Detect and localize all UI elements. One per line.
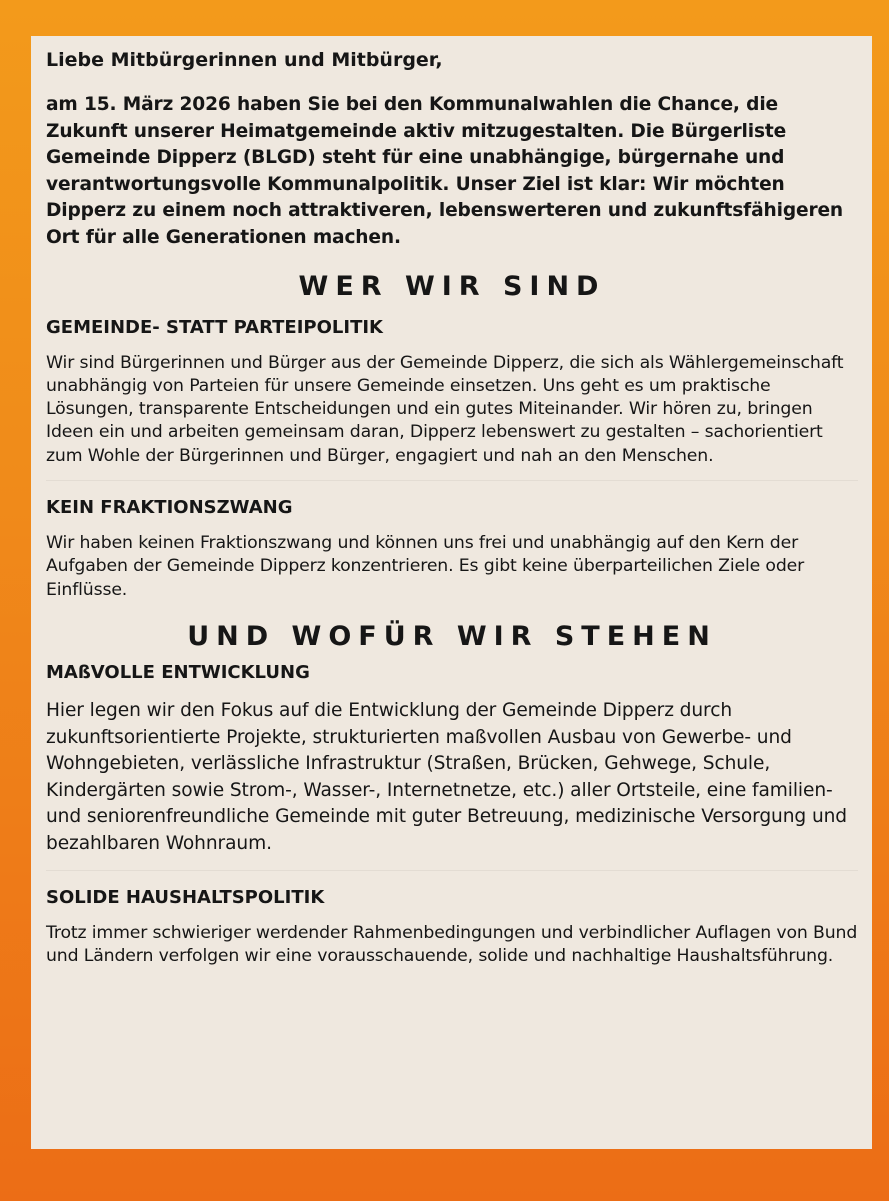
section-title-what-we-stand-for: UND WOFÜR WIR STEHEN xyxy=(187,620,717,652)
text-solid-budget-policy: Trotz immer schwieriger werdender Rahmenbedingungen und verbindlicher Auflagen von Bund und Ländern verfolgen wir eine vorausschauende, solide und nachhaltige Haushaltsführung. xyxy=(46,922,858,966)
heading-solid-budget-policy: SOLIDE HAUSHALTSPOLITIK xyxy=(46,886,325,908)
heading-community-politics: GEMEINDE- STATT PARTEIPOLITIK xyxy=(46,316,384,338)
heading-no-party-whip: KEIN FRAKTIONSZWANG xyxy=(46,497,293,519)
text-moderate-development: Hier legen wir den Fokus auf die Entwicklung der Gemeinde Dipperz durch zukunftsorientierte Projekte, strukturierten maßvollen Ausbau von Gewerbe- und Wohngebieten, verlässliche Infrastruktur (Straßen, Brücken, Gehwege, Schule, Kindergärten sowie Strom-, Wasser-, Internetnetze, etc.) aller Ortsteile, eine familien- und seniorenfreundliche Gemeinde mit guter Betreuung, medizinische Versorgung und bezahlbaren Wohnraum. xyxy=(46,699,848,854)
intro-paragraph: am 15. März 2026 haben Sie bei den Kommunalwahlen die Chance, die Zukunft unserer Heimatgemeinde aktiv mitzugestalten. Die Bürgerliste Gemeinde Dipperz (BLGD) steht für eine unabhängige, bürgernahe und verantwortungsvolle Kommunalpolitik. Unser Ziel ist klar: Wir möchten Dipperz zu einem noch attraktiveren, lebenswerteren und zukunftsfähigeren Ort für alle Generationen machen. xyxy=(46,94,844,248)
divider xyxy=(46,870,858,871)
greeting: Liebe Mitbürgerinnen und Mitbürger, xyxy=(46,49,443,71)
section-title-who-we-are: WER WIR SIND xyxy=(298,270,606,302)
flyer-panel xyxy=(31,36,872,1149)
text-no-party-whip: Wir haben keinen Fraktionszwang und können uns frei und unabhängig auf den Kern der Aufgaben der Gemeinde Dipperz konzentrieren. Es gibt keine überparteilichen Ziele oder Einflüsse. xyxy=(46,533,805,600)
text-community-politics: Wir sind Bürgerinnen und Bürger aus der Gemeinde Dipperz, die sich als Wählergemeinschaft unabhängig von Parteien für unsere Gemeinde einsetzen. Uns geht es um praktische Lösungen, transparente Entscheidungen und ein gutes Miteinander. Wir hören zu, bringen Ideen ein und arbeiten gemeinsam daran, Dipperz lebenswert zu gestalten – sachorientiert zum Wohle der Bürgerinnen und Bürger, engagiert und nah an den Menschen. xyxy=(46,352,844,466)
divider xyxy=(46,480,858,481)
heading-moderate-development: MAßVOLLE ENTWICKLUNG xyxy=(46,661,310,683)
